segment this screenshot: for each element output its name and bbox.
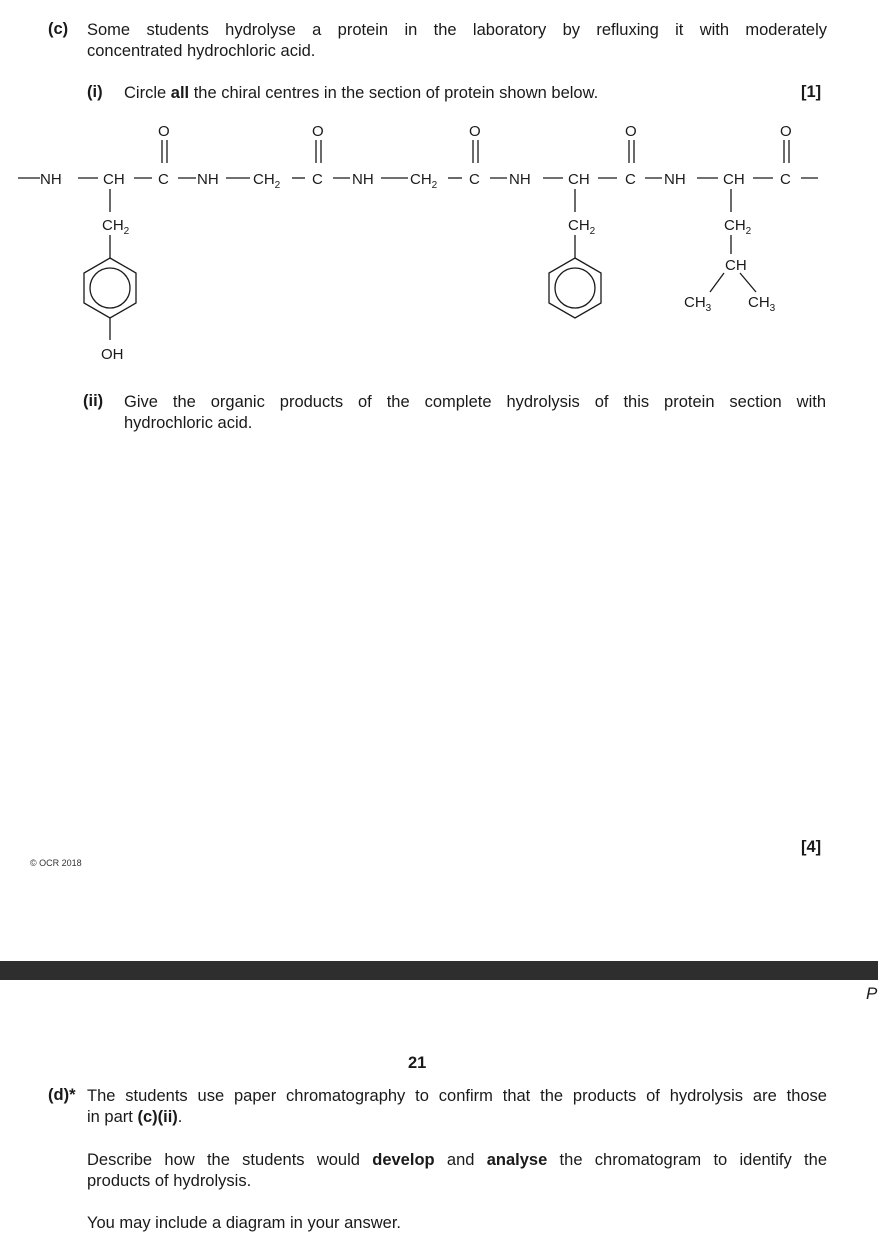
atom-o: O bbox=[780, 123, 792, 140]
part-c-i-text-a: Circle bbox=[124, 84, 171, 102]
part-c-ii-marks: [4] bbox=[801, 838, 822, 856]
part-d-text bbox=[87, 1086, 827, 1128]
atom-nh: NH bbox=[509, 171, 531, 188]
atom-o: O bbox=[469, 123, 481, 140]
bond bbox=[740, 273, 756, 292]
atom-c: C bbox=[625, 171, 636, 188]
part-d-line2: in part (c)(ii). bbox=[87, 1108, 183, 1126]
atom-ch: CH bbox=[103, 171, 125, 188]
atom-o: O bbox=[625, 123, 637, 140]
atom-c: C bbox=[158, 171, 169, 188]
part-c-ii-label: (ii) bbox=[83, 392, 104, 410]
atom-ch2: $CH_2$ bbox=[724, 217, 752, 237]
part-d-instruction bbox=[87, 1150, 827, 1192]
part-c-ii-line1: Give the organic products of the complete hydrolysis of this protein section with bbox=[124, 393, 826, 411]
atom-nh: NH bbox=[352, 171, 374, 188]
atom-nh: NH bbox=[197, 171, 219, 188]
part-c-ii-text bbox=[124, 392, 826, 434]
part-d-instruction-line1: Describe how the students would develop and analyse the chromatogram to identify the bbox=[87, 1151, 827, 1169]
atom-ch3: $CH_3$ bbox=[684, 294, 712, 314]
atom-nh: NH bbox=[40, 171, 62, 188]
part-c-i-text bbox=[124, 83, 598, 104]
atom-o: O bbox=[158, 123, 170, 140]
atom-c: C bbox=[312, 171, 323, 188]
atom-ch3: $CH_3$ bbox=[748, 294, 776, 314]
page-number: 21 bbox=[408, 1054, 427, 1072]
atom-c: C bbox=[780, 171, 791, 188]
atom-ch2: $CH_2$ bbox=[253, 171, 281, 191]
part-c-line2: concentrated hydrochloric acid. bbox=[87, 42, 316, 60]
part-c-i-text-b: the chiral centres in the section of protein shown below. bbox=[189, 84, 599, 102]
atom-c: C bbox=[469, 171, 480, 188]
part-d-label: (d)* bbox=[48, 1086, 76, 1104]
part-c-ii-line2: hydrochloric acid. bbox=[124, 414, 253, 432]
atom-ch2: $CH_2$ bbox=[568, 217, 596, 237]
part-c-label: (c) bbox=[48, 20, 69, 38]
part-c-line1: Some students hydrolyse a protein in the laboratory by refluxing it with moderately bbox=[87, 21, 827, 39]
atom-ch: CH bbox=[723, 171, 745, 188]
part-c-i-label: (i) bbox=[87, 83, 103, 101]
part-d-instruction-line2: products of hydrolysis. bbox=[87, 1172, 252, 1190]
atom-ch: CH bbox=[568, 171, 590, 188]
protein-structure-diagram bbox=[0, 112, 878, 372]
benzene-ring-circle bbox=[90, 268, 130, 308]
atom-ch2: $CH_2$ bbox=[102, 217, 130, 237]
part-c-i-text-bold: all bbox=[170, 84, 190, 102]
next-page-hint: P bbox=[866, 984, 878, 1003]
atom-ch2: $CH_2$ bbox=[410, 171, 438, 191]
part-d-line1: The students use paper chromatography to confirm that the products of hydrolysis are those bbox=[87, 1087, 827, 1105]
page-break-bar bbox=[0, 961, 878, 980]
atom-o: O bbox=[312, 123, 324, 140]
atom-nh: NH bbox=[664, 171, 686, 188]
part-c-i-marks: [1] bbox=[801, 83, 822, 101]
part-c-text bbox=[87, 20, 827, 62]
benzene-ring bbox=[549, 258, 601, 318]
atom-oh: OH bbox=[101, 346, 124, 363]
copyright-footer: © OCR 2018 bbox=[30, 858, 82, 868]
bond bbox=[710, 273, 724, 292]
atom-ch: CH bbox=[725, 257, 747, 274]
benzene-ring-circle bbox=[555, 268, 595, 308]
benzene-ring bbox=[84, 258, 136, 318]
part-d-diagram-note: You may include a diagram in your answer. bbox=[87, 1214, 401, 1232]
